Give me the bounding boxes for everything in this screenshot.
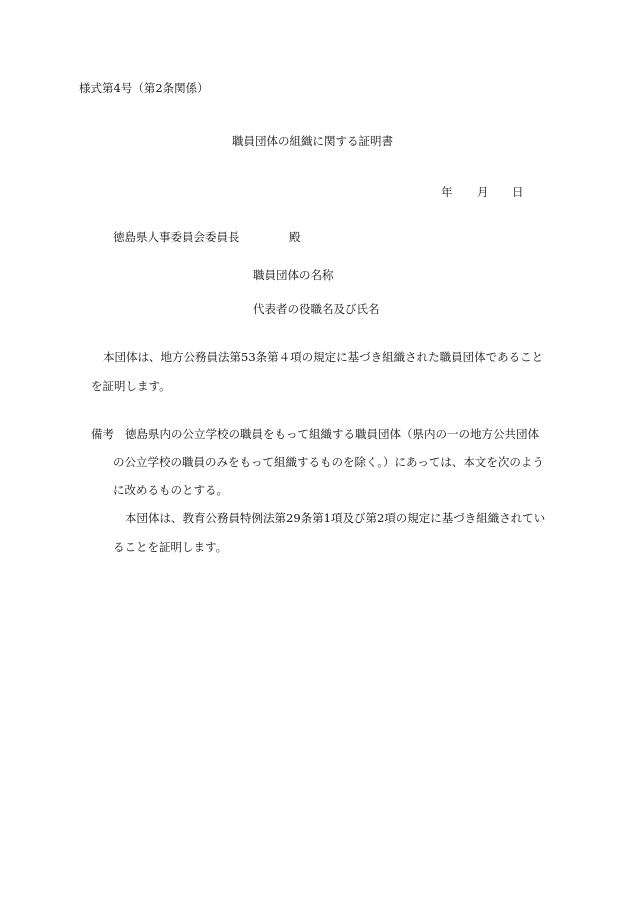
date-year-label: 年 [441, 185, 453, 199]
date-day-label: 日 [512, 185, 524, 199]
remarks-line-4: 本団体は、教育公務員特例法第29条第1項及び第2項の規定に基づき組織されてい [125, 511, 546, 525]
document-title: 職員団体の組織に関する証明書 [232, 134, 393, 148]
remarks-line-2: の公立学校の職員のみをもって組織するものを除く。）にあっては、本文を次のよう [113, 455, 544, 469]
addressee-honorific: 殿 [289, 230, 301, 244]
remarks-heading: 備考 [91, 427, 114, 441]
representative-label: 代表者の役職名及び氏名 [253, 302, 380, 316]
remarks-line-3: に改めるものとする。 [113, 483, 228, 497]
remarks-line-1: 徳島県内の公立学校の職員をもって組織する職員団体（県内の一の地方公共団体 [125, 427, 539, 441]
form-number-label: 様式第4号（第2条関係） [79, 81, 209, 95]
body-line-1: 本団体は、地方公務員法第53条第４項の規定に基づき組織された職員団体であること [103, 350, 544, 364]
body-line-2: を証明します。 [91, 379, 171, 393]
remarks-line-5: ることを証明します。 [113, 540, 228, 554]
addressee-name: 徳島県人事委員会委員長 [113, 230, 240, 244]
date-month-label: 月 [477, 185, 489, 199]
org-name-label: 職員団体の名称 [253, 268, 334, 282]
